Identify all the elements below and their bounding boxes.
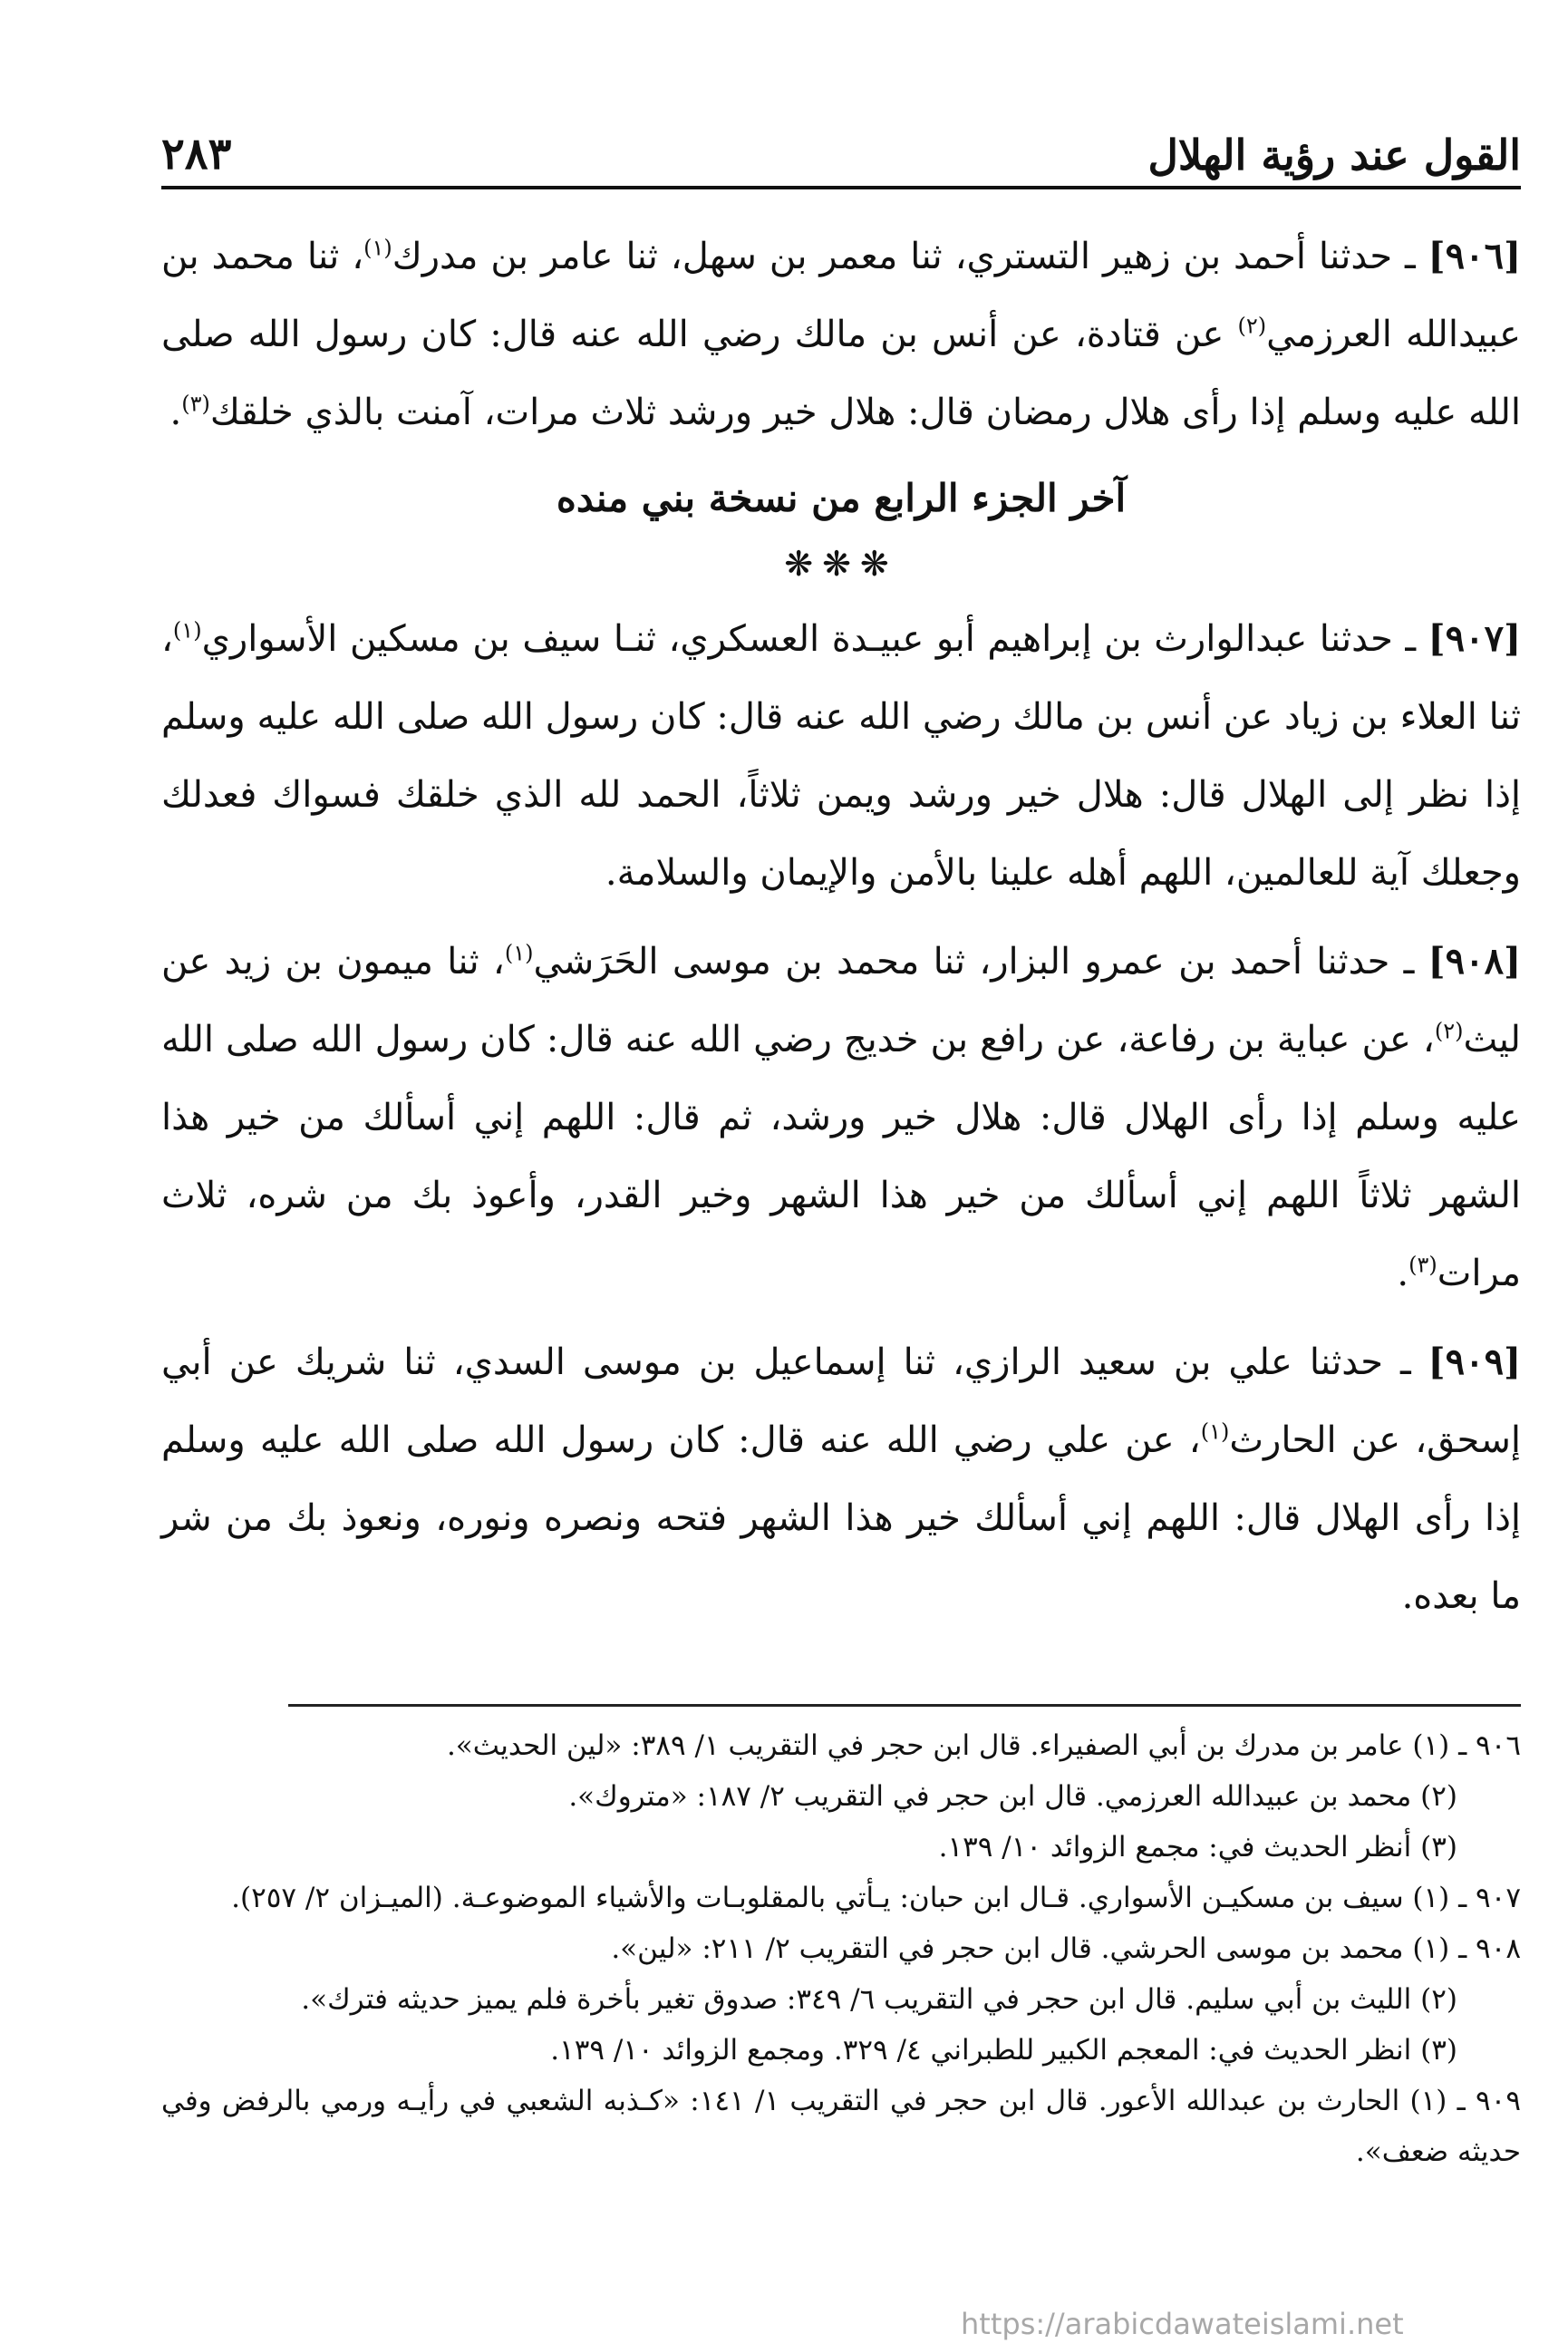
footnote-separator bbox=[288, 1704, 1521, 1707]
header-rule bbox=[161, 186, 1521, 189]
section-divider-stars: ❋❋❋ bbox=[784, 544, 898, 584]
hadith-906 bbox=[161, 218, 1521, 451]
footnote: ٩٠٦ ـ (١) عامر بن مدرك بن أبي الصفيراء. قال ابن حجر في التقريب ١/ ٣٨٩: «لين الحديث». bbox=[446, 1729, 1521, 1762]
hadith-text: ، عن عباية بن رفاعة، عن رافع بن خديج رضي الله عنه قال: كان رسول الله صلى الله عليه وسلم إذا رأى الهلال قال: هلال خير ورشد، ثم قال: اللهم إني أسألك من خير هذا الشهر ثلاثاً اللهم إني أسألك من خير هذا الشهر وخير القدر، وأعوذ بك من شره، ثلاث مرات bbox=[161, 1019, 1521, 1294]
book-page bbox=[161, 0, 1521, 2343]
hadith-text: ـ حدثنا أحمد بن زهير التستري، ثنا معمر بن سهل، ثنا عامر بن مدرك bbox=[392, 236, 1428, 277]
footnote-ref: (١) bbox=[363, 235, 392, 261]
footnote: (٣) أنظر الحديث في: مجمع الزوائد ١٠/ ١٣٩. bbox=[938, 1831, 1457, 1864]
hadith-907 bbox=[161, 600, 1521, 912]
footnote: (٢) محمد بن عبيدالله العرزمي. قال ابن حجر في التقريب ٢/ ١٨٧: «متروك». bbox=[568, 1780, 1457, 1813]
footnote: ٩٠٩ ـ (١) الحارث بن عبدالله الأعور. قال ابن حجر في التقريب ١/ ١٤١: «كـذبه الشعبي في رأيـه ورمي بالرفض وفي حديثه ضعف». bbox=[161, 2085, 1521, 2168]
footnote-ref: (١) bbox=[504, 940, 534, 966]
main-text bbox=[161, 218, 1521, 1646]
footnote-ref: (٣) bbox=[181, 391, 210, 417]
hadith-text: . bbox=[169, 392, 182, 433]
hadith-text: ، عن علي رضي الله عنه قال: كان رسول الله صلى الله عليه وسلم إذا رأى الهلال قال: اللهم إني أسألك خير هذا الشهر فتحه ونصره ونوره، ونعوذ بك من شر ما بعده. bbox=[161, 1419, 1521, 1617]
hadith-text: ، ثنا محمد بن عبيدالله العرزمي bbox=[161, 236, 1521, 355]
hadith-number: [٩٠٩] bbox=[1428, 1341, 1521, 1383]
section-heading: آخر الجزء الرابع من نسخة بني منده bbox=[556, 476, 1127, 520]
hadith-text: ـ حدثنا عبدالوارث بن إبراهيم أبو عبيـدة العسكري، ثنـا سيف بن مسكين الأسواري bbox=[201, 618, 1428, 660]
watermark-url: https://arabicdawateislami.net bbox=[961, 2307, 1404, 2341]
hadith-908 bbox=[161, 923, 1521, 1312]
hadith-text: ، ثنا العلاء بن زياد عن أنس بن مالك رضي الله عنه قال: كان رسول الله صلى الله عليه وسلم إذا نظر إلى الهلال قال: هلال خير ورشد ويمن ثلاثاً، الحمد لله الذي خلقك فسواك فعدلك وجعلك آية للعالمين، اللهم أهله علينا بالأمن والإيمان والسلامة. bbox=[161, 618, 1522, 894]
hadith-number: [٩٠٧] bbox=[1428, 617, 1521, 660]
hadith-text: ـ حدثنا أحمد بن عمرو البزار، ثنا محمد بن موسى الحَرَشي bbox=[533, 941, 1428, 983]
footnote-ref: (١) bbox=[1200, 1418, 1230, 1445]
footnote-ref: (٢) bbox=[1237, 313, 1267, 339]
page-number: ٢٨٣ bbox=[161, 129, 232, 179]
hadith-text: عن قتادة، عن أنس بن مالك رضي الله عنه قال: كان رسول الله صلى الله عليه وسلم إذا رأى هلال رمضان قال: هلال خير ورشد ثلاث مرات، آمنت بالذي خلقك bbox=[161, 314, 1521, 433]
footnote-ref: (٣) bbox=[1408, 1252, 1437, 1278]
running-title: القول عند رؤية الهلال bbox=[1147, 131, 1521, 179]
hadith-text: ، ثنا ميمون بن زيد عن ليث bbox=[161, 941, 1521, 1060]
hadith-number: [٩٠٨] bbox=[1428, 940, 1521, 983]
page-header bbox=[161, 107, 1521, 179]
hadith-text: . bbox=[1397, 1253, 1409, 1294]
footnotes bbox=[161, 1720, 1521, 2177]
footnote: (٣) انظر الحديث في: المعجم الكبير للطبراني ٤/ ٣٢٩. ومجمع الزوائد ١٠/ ١٣٩. bbox=[550, 2034, 1457, 2067]
footnote: ٩٠٧ ـ (١) سيف بن مسكيـن الأسواري. قـال ابن حبان: يـأتي بالمقلوبـات والأشياء الموضوعـة. (الميـزان ٢/ ٢٥٧). bbox=[231, 1882, 1521, 1914]
footnote-ref: (١) bbox=[172, 617, 202, 644]
hadith-909 bbox=[161, 1323, 1521, 1635]
footnote: ٩٠٨ ـ (١) محمد بن موسى الحرشي. قال ابن حجر في التقريب ٢/ ٢١١: «لين». bbox=[611, 1932, 1521, 1965]
hadith-number: [٩٠٦] bbox=[1428, 235, 1521, 277]
footnote: (٢) الليث بن أبي سليم. قال ابن حجر في التقريب ٦/ ٣٤٩: صدوق تغير بأخرة فلم يميز حديثه فترك». bbox=[301, 1983, 1457, 2016]
hadith-text: ـ حدثنا علي بن سعيد الرازي، ثنا إسماعيل بن موسى السدي، ثنا شريك عن أبي إسحق، عن الحارث bbox=[161, 1341, 1521, 1461]
footnote-ref: (٢) bbox=[1434, 1018, 1464, 1044]
